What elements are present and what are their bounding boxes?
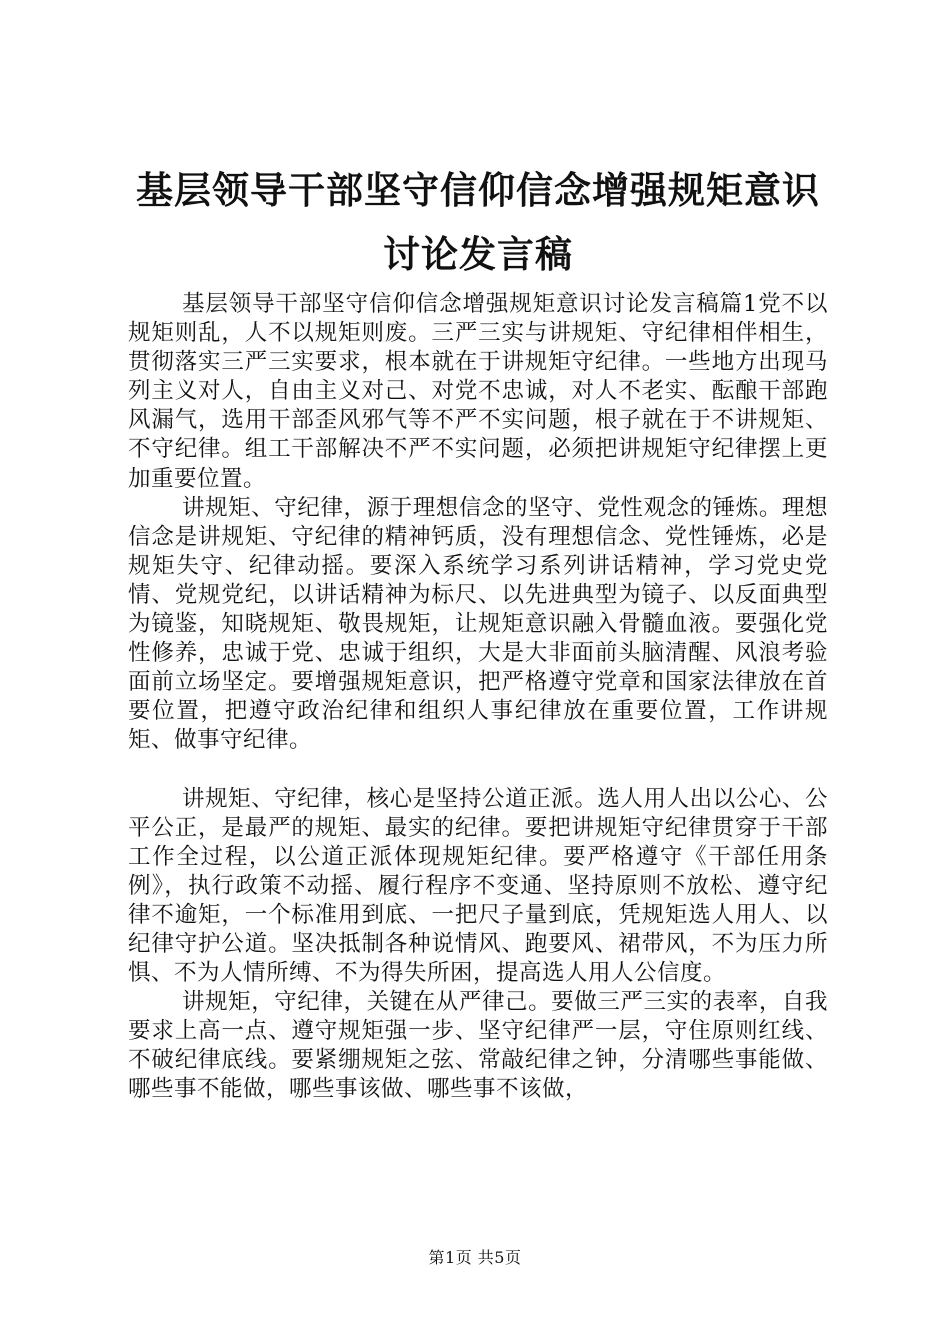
- document-body: [128, 290, 828, 1105]
- paragraph-2: 讲规矩、守纪律，源于理想信念的坚守、党性观念的锤炼。理想信念是讲规矩、守纪律的精神钙质，没有理想信念、党性锤炼，必是规矩失守、纪律动摇。要深入系统学习系列讲话精神，学习党史党情、党规党纪，以讲话精神为标尺、以先进典型为镜子、以反面典型为镜鉴，知晓规矩、敬畏规矩，让规矩意识融入骨髓血液。要强化党性修养，忠诚于党、忠诚于组织，大是大非面前头脑清醒、风浪考验面前立场坚定。要增强规矩意识，把严格遵守党章和国家法律放在首要位置，把遵守政治纪律和组织人事纪律放在重要位置，工作讲规矩、做事守纪律。: [128, 494, 828, 754]
- document-title: 基层领导干部坚守信仰信念增强规矩意识讨论发言稿: [136, 168, 820, 276]
- page-footer: 第1页 共5页: [428, 1248, 522, 1267]
- paragraph-3: 讲规矩、守纪律，核心是坚持公道正派。选人用人出以公心、公平公正，是最严的规矩、最实的纪律。要把讲规矩守纪律贯穿于干部工作全过程，以公道正派体现规矩纪律。要严格遵守《干部任用条例》，执行政策不动摇、履行程序不变通、坚持原则不放松、遵守纪律不逾矩，一个标准用到底、一把尺子量到底，凭规矩选人用人、以纪律守护公道。坚决抵制各种说情风、跑要风、裙带风，不为压力所惧、不为人情所缚、不为得失所困，提高选人用人公信度。: [128, 785, 828, 987]
- paragraph-4: 讲规矩，守纪律，关键在从严律己。要做三严三实的表率，自我要求上高一点、遵守规矩强一步、坚守纪律严一层，守住原则红线、不破纪律底线。要紧绷规矩之弦、常敲纪律之钟，分清哪些事能做、哪些事不能做，哪些事该做、哪些事不该做，: [128, 989, 828, 1103]
- paragraph-1: 基层领导干部坚守信仰信念增强规矩意识讨论发言稿篇1党不以规矩则乱，人不以规矩则废。三严三实与讲规矩、守纪律相伴相生，贯彻落实三严三实要求，根本就在于讲规矩守纪律。一些地方出现马列主义对人，自由主义对己、对党不忠诚，对人不老实、酝酿干部跑风漏气，选用干部歪风邪气等不严不实问题，根子就在于不讲规矩、不守纪律。组工干部解决不严不实问题，必须把讲规矩守纪律摆上更加重要位置。: [128, 291, 828, 492]
- document-page: [128, 0, 828, 1105]
